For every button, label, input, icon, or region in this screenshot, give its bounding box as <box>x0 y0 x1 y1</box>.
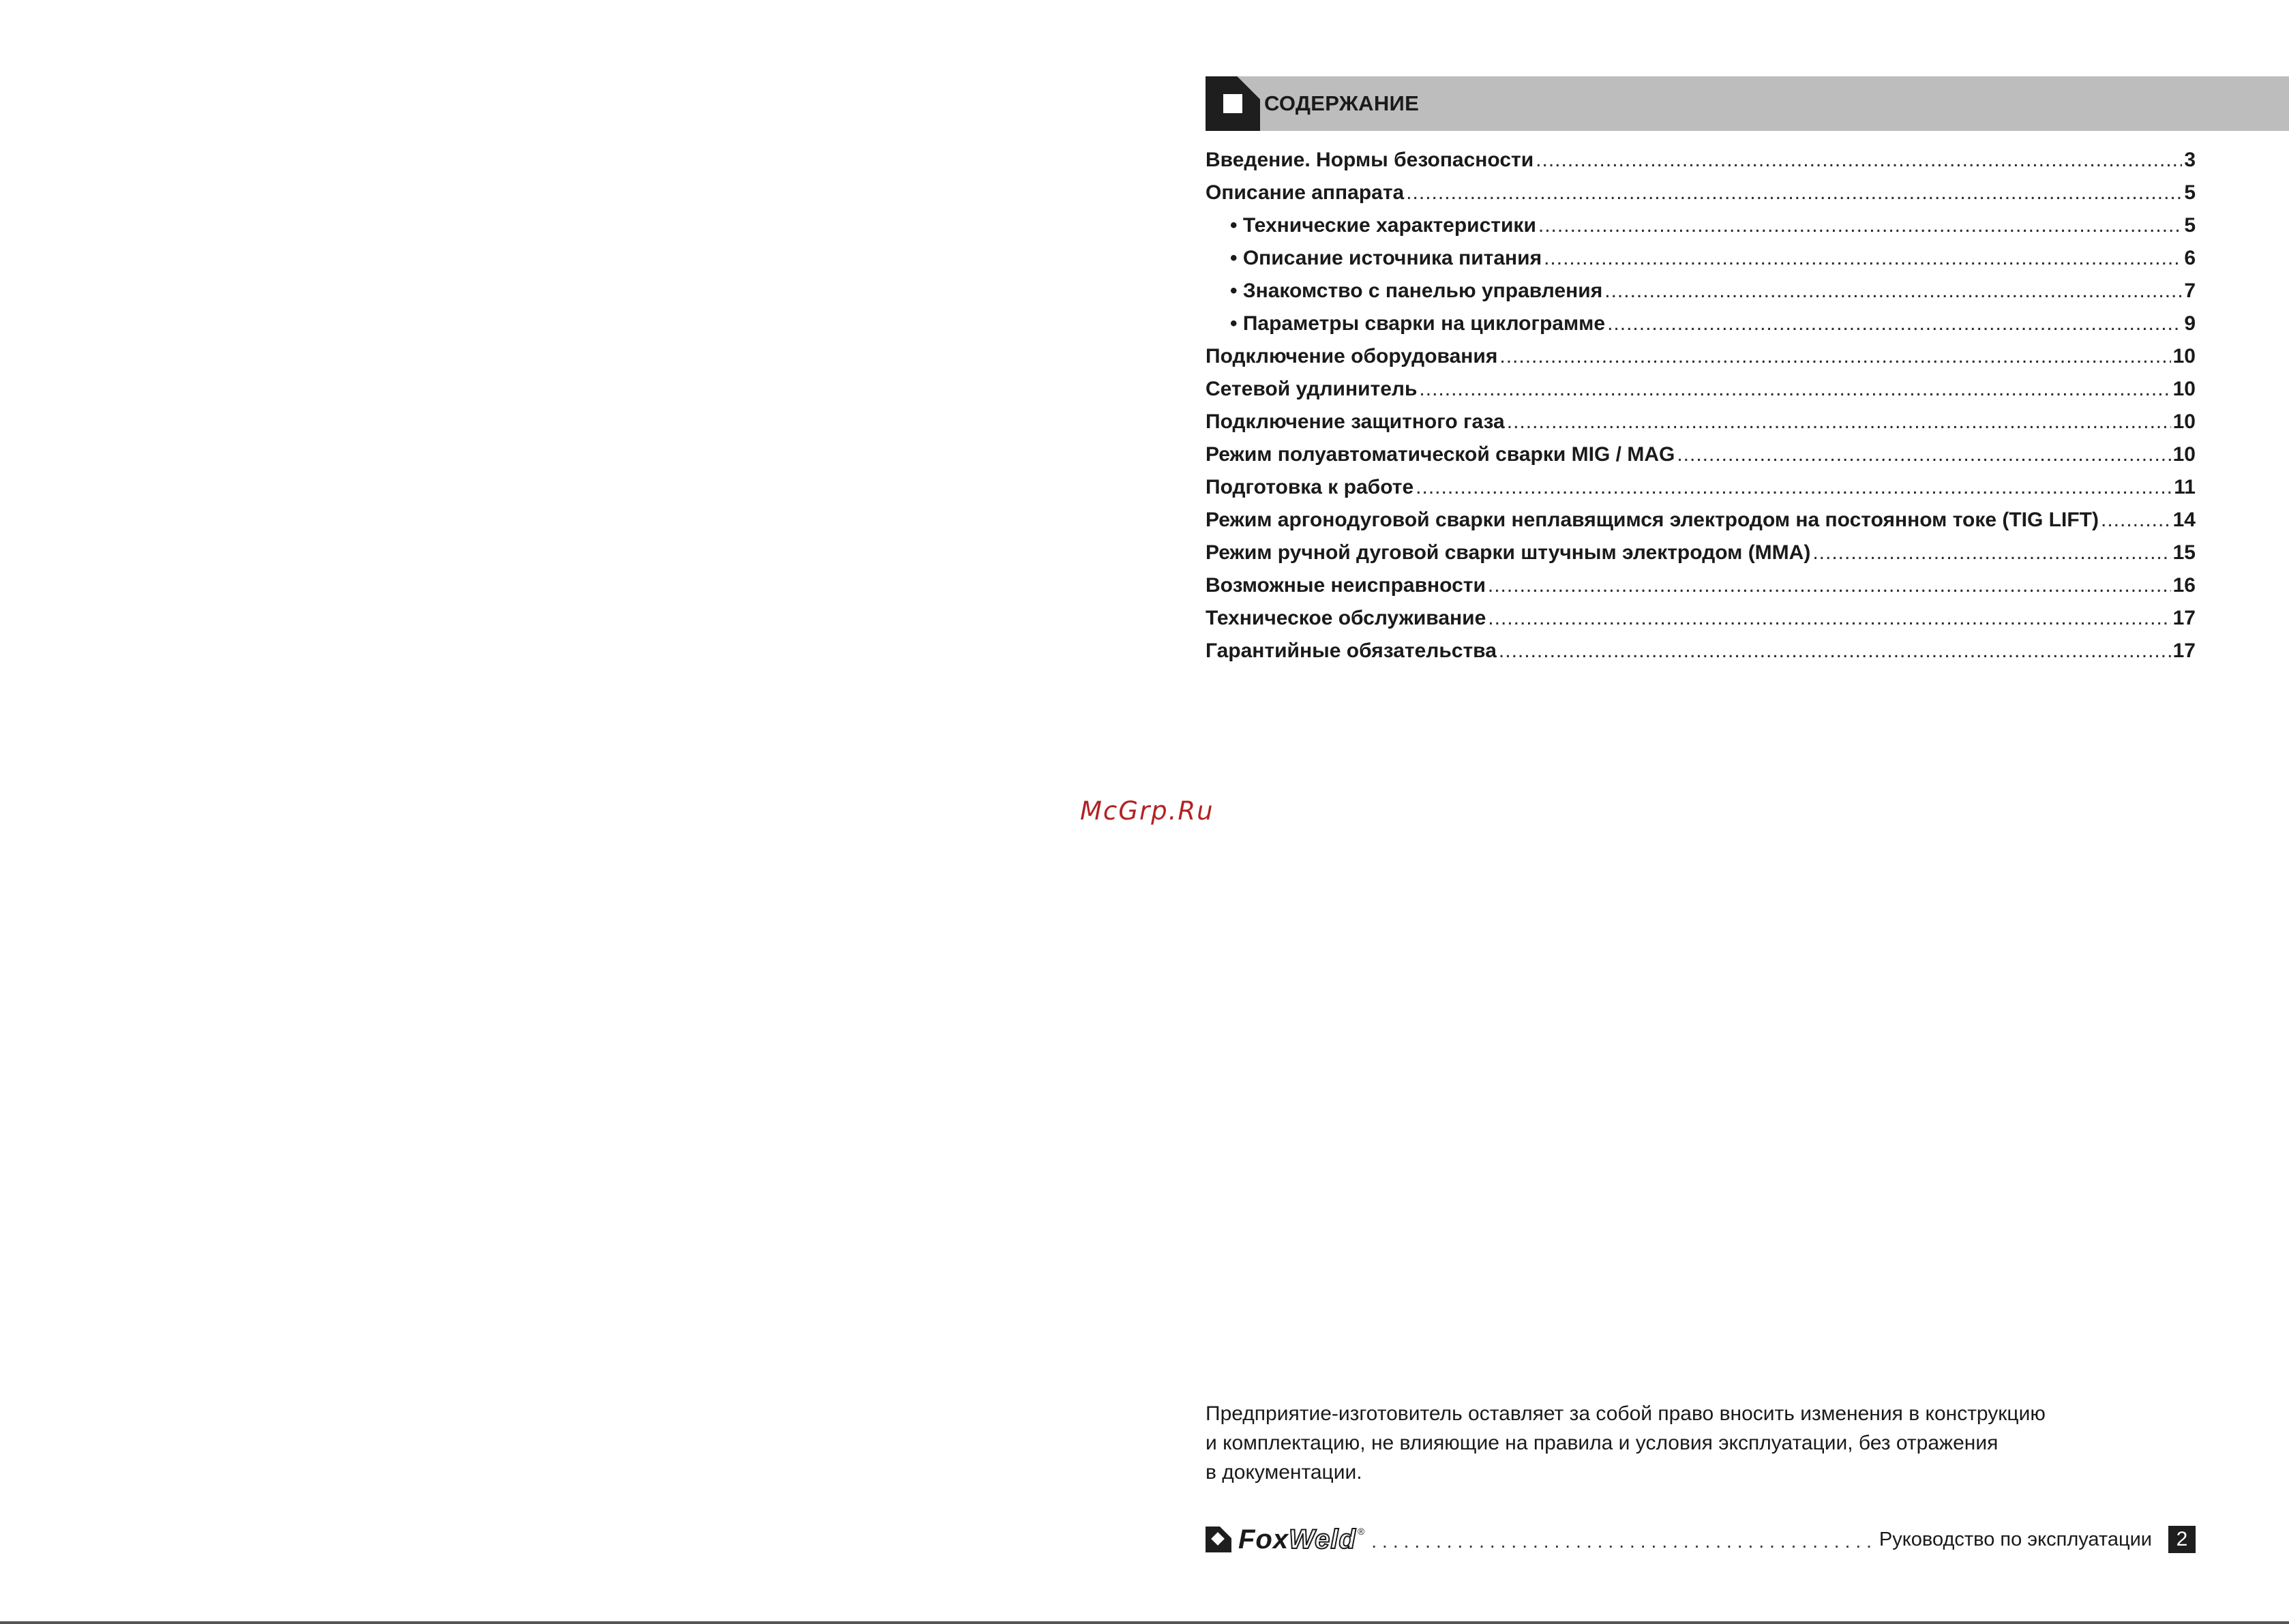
disclaimer-line: в документации. <box>1206 1461 1362 1484</box>
toc-leader-dots <box>1499 345 2170 368</box>
manual-label: Руководство по эксплуатации <box>1879 1528 2152 1550</box>
toc-entry-page: 15 <box>2172 541 2196 564</box>
toc-leader-dots <box>1416 476 2172 499</box>
toc-entry-page: 10 <box>2172 410 2196 433</box>
toc-entry-page: 3 <box>2184 149 2196 171</box>
logo-text <box>1238 1524 1356 1555</box>
page-number: 2 <box>2168 1526 2196 1553</box>
toc-entry-label: • Описание источника питания <box>1230 247 1542 269</box>
toc-title: СОДЕРЖАНИЕ <box>1264 91 1420 115</box>
toc-entry[interactable] <box>1206 640 2196 672</box>
bottom-rule <box>0 1621 2289 1624</box>
toc-entry[interactable] <box>1206 378 2196 410</box>
toc-leader-dots <box>1406 181 2182 205</box>
disclaimer-line: и комплектацию, не влияющие на правила и условия эксплуатации, без отражения <box>1206 1432 1999 1454</box>
fox-logo-icon <box>1206 1527 1231 1552</box>
toc-entry-label: Введение. Нормы безопасности <box>1206 149 1534 171</box>
toc-entry[interactable] <box>1206 541 2196 574</box>
toc-leader-dots <box>1488 574 2171 597</box>
toc-entry-label: Режим ручной дуговой сварки штучным электродом (MMA) <box>1206 541 1811 564</box>
logo-text-weld: Weld <box>1289 1524 1356 1554</box>
logo-text-fox: Fox <box>1238 1524 1289 1554</box>
toc-entry-page: 10 <box>2172 345 2196 367</box>
toc-leader-dots <box>1677 443 2170 466</box>
toc-entry-label: Возможные неисправности <box>1206 574 1486 597</box>
toc-leader-dots <box>1538 214 2182 237</box>
toc-entry-label: • Технические характеристики <box>1230 214 1536 237</box>
toc-entry-label: Подготовка к работе <box>1206 476 1414 498</box>
toc-entry-page: 6 <box>2184 247 2196 269</box>
toc-entry[interactable] <box>1206 149 2196 181</box>
toc-entry-label: Гарантийные обязательства <box>1206 640 1497 662</box>
toc-entry-page: 10 <box>2172 378 2196 400</box>
toc-header-bar <box>1206 76 2289 131</box>
toc-leader-dots <box>1419 378 2170 401</box>
toc-entry-page: 11 <box>2174 476 2196 498</box>
foxweld-logo <box>1206 1524 1364 1555</box>
toc-leader-dots <box>1604 280 2182 303</box>
disclaimer-line: Предприятие-изготовитель оставляет за собой право вносить изменения в конструкцию <box>1206 1402 2046 1425</box>
table-of-contents <box>1206 149 2196 672</box>
toc-entry[interactable] <box>1206 443 2196 476</box>
toc-entry-label: • Параметры сварки на циклограмме <box>1230 312 1606 335</box>
toc-entry-label: Описание аппарата <box>1206 181 1405 204</box>
toc-entry-label: Сетевой удлинитель <box>1206 378 1418 400</box>
toc-entry[interactable] <box>1206 509 2196 541</box>
page-footer <box>1206 1523 2196 1556</box>
toc-leader-dots <box>1544 247 2182 270</box>
toc-leader-dots <box>1536 149 2182 172</box>
toc-entry-page: 16 <box>2172 574 2196 597</box>
toc-entry[interactable] <box>1206 476 2196 509</box>
toc-leader-dots <box>2101 509 2171 532</box>
toc-entry[interactable] <box>1206 280 2196 312</box>
toc-entry-page: 9 <box>2184 312 2196 335</box>
toc-entry-page: 14 <box>2172 509 2196 531</box>
toc-leader-dots <box>1488 607 2170 630</box>
toc-entry-label: Режим полуавтоматической сварки MIG / MAG <box>1206 443 1675 466</box>
toc-entry-label: • Знакомство с панелью управления <box>1230 280 1603 302</box>
toc-leader-dots <box>1499 640 2171 663</box>
toc-leader-dots <box>1507 410 2171 434</box>
toc-entry[interactable] <box>1206 214 2196 247</box>
disclaimer-text <box>1206 1399 2187 1487</box>
toc-entry[interactable] <box>1206 345 2196 378</box>
toc-entry-label: Режим аргонодуговой сварки неплавящимся электродом на постоянном токе (TIG LIFT) <box>1206 509 2099 531</box>
footer-leader-dots <box>1371 1527 1872 1552</box>
toc-entry[interactable] <box>1206 574 2196 607</box>
toc-entry[interactable] <box>1206 181 2196 214</box>
toc-entry-page: 17 <box>2172 607 2196 629</box>
toc-entry-page: 17 <box>2172 640 2196 662</box>
registered-mark: ® <box>1357 1525 1365 1537</box>
toc-entry-label: Техническое обслуживание <box>1206 607 1486 629</box>
watermark: McGrp.Ru <box>1080 796 1214 826</box>
toc-entry[interactable] <box>1206 247 2196 280</box>
toc-entry-label: Подключение защитного газа <box>1206 410 1505 433</box>
toc-entry[interactable] <box>1206 410 2196 443</box>
toc-leader-dots <box>1607 312 2182 335</box>
section-corner-icon <box>1206 76 1260 131</box>
toc-entry-label: Подключение оборудования <box>1206 345 1498 367</box>
toc-entry-page: 7 <box>2184 280 2196 302</box>
toc-leader-dots <box>1812 541 2170 565</box>
toc-entry[interactable] <box>1206 607 2196 640</box>
toc-entry-page: 10 <box>2172 443 2196 466</box>
toc-entry[interactable] <box>1206 312 2196 345</box>
toc-entry-page: 5 <box>2184 181 2196 204</box>
toc-entry-page: 5 <box>2184 214 2196 237</box>
